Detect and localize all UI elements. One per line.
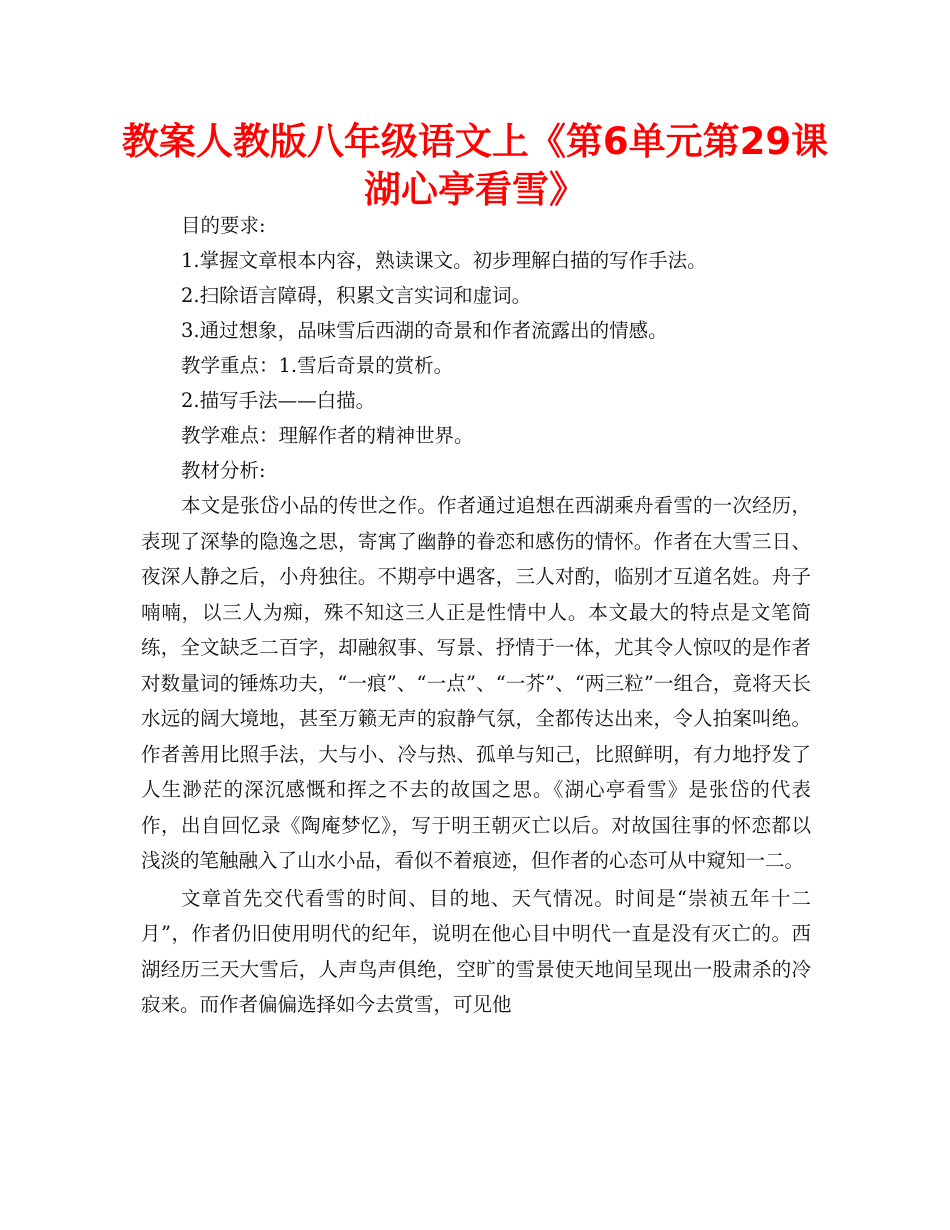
key-point-2: 2.描写手法——白描。 <box>181 389 376 412</box>
objective-item-3: 3.通过想象，品味雪后西湖的奇景和作者流露出的情感。 <box>181 319 668 342</box>
objective-item-2: 2.扫除语言障碍，积累文言实词和虚词。 <box>181 284 532 307</box>
key-point-1: 教学重点：1.雪后奇景的赏析。 <box>181 354 454 377</box>
section-heading-analysis: 教材分析: <box>181 459 266 482</box>
document-title: 教案人教版八年级语文上《第6单元第29课湖心亭看雪》 <box>121 120 829 211</box>
difficult-point: 教学难点：理解作者的精神世界。 <box>181 424 474 447</box>
section-heading-objectives: 目的要求: <box>181 214 266 237</box>
analysis-paragraph-2: 文章首先交代看雪的时间、目的地、天气情况。时间是“崇祯五年十二月”，作者仍旧使用明代的纪年，说明在他心目中明代一直是没有灭亡的。西湖经历三天大雪后，人声鸟声俱绝，空旷的雪景使天地间呈现出一股肃杀的冷寂来。而作者偏偏选择如今去赏雪，可见他 <box>141 886 811 1016</box>
objective-item-1: 1.掌握文章根本内容，熟读课文。初步理解白描的写作手法。 <box>181 249 707 272</box>
document-body <box>141 208 811 1025</box>
analysis-paragraph-1: 本文是张岱小品的传世之作。作者通过追想在西湖乘舟看雪的一次经历，表现了深挚的隐逸之思，寄寓了幽静的眷恋和感伤的情怀。作者在大雪三日、夜深人静之后，小舟独往。不期亭中遇客，三人对酌，临别才互道名姓。舟子喃喃，以三人为痴，殊不知这三人正是性情中人。本文最大的特点是文笔简练，全文缺乏二百字，却融叙事、写景、抒情于一体，尤其令人惊叹的是作者对数量词的锤炼功夫，“一痕”、“一点”、“一芥”、“两三粒”一组合，竟将天长水远的阔大境地，甚至万籁无声的寂静气氛，全都传达出来，令人拍案叫绝。作者善用比照手法，大与小、冷与热、孤单与知己，比照鲜明，有力地抒发了人生渺茫的深沉感慨和挥之不去的故国之思。《湖心亭看雪》是张岱的代表作，出自回忆录《陶庵梦忆》，写于明王朝灭亡以后。对故国往事的怀恋都以浅淡的笔触融入了山水小品，看似不着痕迹，但作者的心态可从中窥知一二。 <box>141 494 811 872</box>
